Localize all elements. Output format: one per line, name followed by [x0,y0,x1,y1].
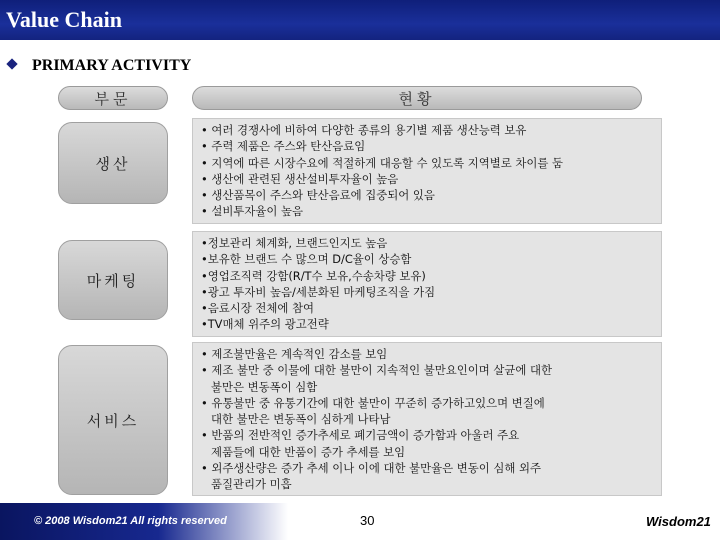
list-item: •음료시장 전체에 참여 [201,301,314,316]
page-number: 30 [360,513,375,528]
page-title: Value Chain [6,7,122,32]
list-item: 제품들에 대한 반품이 증가 추세를 보임 [211,444,406,459]
list-item: •TV매체 위주의 광고전략 [201,317,329,332]
list-item: •보유한 브랜드 수 많으며 D/C율이 상승함 [201,252,412,267]
list-item: • 여러 경쟁사에 비하여 다양한 종류의 용기별 제품 생산능력 보유 [201,123,527,137]
section-heading: PRIMARY ACTIVITY [32,57,192,74]
detail-production [192,118,662,224]
column-header-category: 부문 [58,86,168,110]
list-item: • 외주생산량은 증가 추세 이나 이에 대한 불만율은 변동이 심해 외주 [201,461,542,476]
list-item: •정보관리 체계화, 브랜드인지도 높음 [201,236,388,250]
list-item: •광고 투자비 높음/세분화된 마케팅조직을 가짐 [201,284,436,299]
list-item: • 설비투자율이 높음 [201,204,303,219]
list-item: • 유통불만 중 유통기간에 대한 불만이 꾸준히 증가하고있으며 변질에 [201,395,545,410]
list-item: • 생산에 관련된 생산설비투자율이 높음 [201,171,399,186]
list-item: • 제조 불만 중 이물에 대한 불만이 지속적인 불만요인이며 살균에 대한 [201,363,553,378]
list-item: 대한 불만은 변동폭이 심하게 나타남 [211,412,391,427]
category-production: 생산 [58,122,168,204]
column-header-status: 현황 [192,86,642,110]
detail-marketing [192,231,662,337]
list-item: • 제조불만율은 계속적인 감소를 보임 [201,347,388,361]
list-item: • 반품의 전반적인 증가추세로 폐기금액이 증가함과 아울러 주요 [201,428,520,443]
list-item: •영업조직력 강함(R/T수 보유,수송차량 보유) [201,268,426,283]
category-marketing: 마케팅 [58,240,168,320]
footer-brand: Wisdom21 [646,514,711,529]
category-service: 서비스 [58,345,168,495]
list-item: • 지역에 따른 시장수요에 적절하게 대응할 수 있도록 지역별로 차이를 둠 [201,155,564,170]
list-item: • 주력 제품은 주스와 탄산음료임 [201,139,366,154]
title-bar [0,0,720,40]
list-item: 품질관리가 미흡 [211,477,292,492]
list-item: 불만은 변동폭이 심함 [211,379,318,394]
diamond-bullet-icon [6,58,17,69]
footer-copyright: © 2008 Wisdom21 All rights reserved [34,515,227,527]
detail-service [192,342,662,496]
list-item: • 생산품목이 주스와 탄산음료에 집중되어 있음 [201,188,435,203]
